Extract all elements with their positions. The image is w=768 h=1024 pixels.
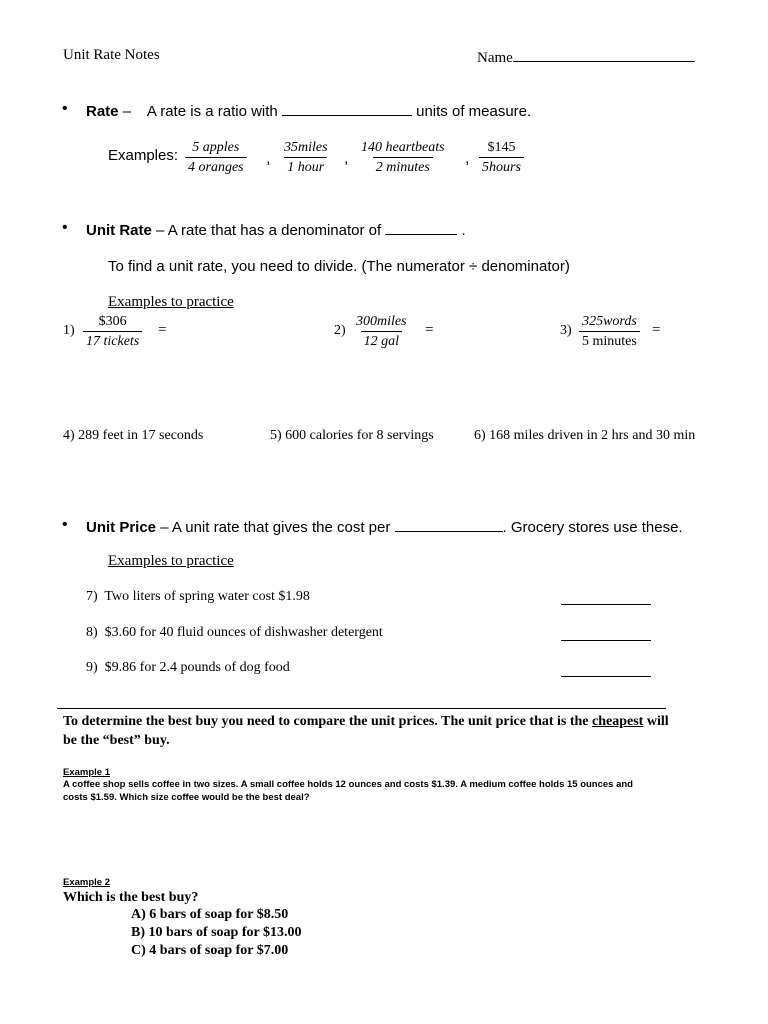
problem-number: 7) xyxy=(86,589,98,604)
problem-text: Two liters of spring water cost $1.98 xyxy=(104,589,310,604)
option-letter: B) xyxy=(131,925,145,940)
separator: , xyxy=(465,150,470,167)
best-buy-line-2: be the “best” buy. xyxy=(63,733,170,748)
problem-number: 9) xyxy=(86,660,98,675)
separator: , xyxy=(344,150,349,167)
unit-price-text-after: . Grocery stores use these. xyxy=(502,519,683,536)
unit-rate-term: Unit Rate xyxy=(86,222,152,239)
unit-price-term: Unit Price xyxy=(86,519,157,536)
answer-line[interactable] xyxy=(561,676,651,677)
fraction-denominator: 1 hour xyxy=(284,157,327,177)
best-buy-text: To determine the best buy you need to compare the unit prices. The unit price that is the xyxy=(63,714,589,729)
practice-heading: Examples to practice xyxy=(108,294,234,310)
fraction-numerator: 325words xyxy=(582,314,637,329)
fraction-numerator: 140 heartbeats xyxy=(361,140,445,155)
answer-option xyxy=(131,907,288,923)
problem-fraction xyxy=(353,312,410,351)
price-problem xyxy=(86,589,310,605)
best-buy-line-1 xyxy=(63,714,669,730)
price-problem xyxy=(86,660,290,676)
rate-text-after: units of measure. xyxy=(416,103,532,120)
unit-rate-text-after: . xyxy=(461,222,466,239)
fraction-denominator: 4 oranges xyxy=(185,157,247,177)
problem-text: $3.60 for 40 fluid ounces of dishwasher detergent xyxy=(104,625,383,640)
unit-rate-text-before: – A rate that has a denominator of xyxy=(156,222,382,239)
price-problem xyxy=(86,625,383,641)
problem-fraction xyxy=(83,312,142,351)
unit-price-blank[interactable] xyxy=(395,517,503,532)
fraction-numerator: $145 xyxy=(487,140,516,155)
rate-blank[interactable] xyxy=(282,101,412,116)
option-letter: A) xyxy=(131,907,146,922)
option-text: 6 bars of soap for $8.50 xyxy=(149,907,289,922)
rate-example-fraction xyxy=(479,138,524,177)
bullet-unit-rate: • xyxy=(62,219,68,236)
fraction-numerator: 5 apples xyxy=(192,140,240,155)
fraction-denominator: 12 gal xyxy=(361,331,402,351)
bullet-unit-price: • xyxy=(62,516,68,533)
answer-line[interactable] xyxy=(561,640,651,641)
equals-sign: = xyxy=(425,322,434,338)
example-2-heading: Example 2 xyxy=(63,877,110,888)
fraction-denominator: 2 minutes xyxy=(373,157,433,177)
best-buy-emphasis: cheapest xyxy=(592,714,644,729)
problem-number: 3) xyxy=(560,323,572,338)
word-problem: 5) 600 calories for 8 servings xyxy=(270,428,434,443)
unit-price-definition xyxy=(86,517,683,536)
answer-option xyxy=(131,943,288,959)
unit-rate-definition xyxy=(86,220,466,239)
fraction-numerator: $306 xyxy=(98,314,127,329)
problem-number: 1) xyxy=(63,323,75,338)
examples-label: Examples: xyxy=(108,147,179,164)
example-2-question: Which is the best buy? xyxy=(63,890,199,905)
fraction-denominator: 5 minutes xyxy=(579,331,640,351)
problem-fraction xyxy=(579,312,640,351)
best-buy-text-after: will xyxy=(646,714,669,729)
rate-definition xyxy=(86,101,531,120)
rate-example-fraction xyxy=(281,138,331,177)
problem-number: 2) xyxy=(334,323,346,338)
example-1-line-1: A coffee shop sells coffee in two sizes. A small coffee holds 12 ounces and costs $1.39. A medium coffee holds 15 ounces and xyxy=(63,779,633,790)
problem-number: 8) xyxy=(86,625,98,640)
unit-rate-blank[interactable] xyxy=(385,220,457,235)
unit-rate-instruction: To find a unit rate, you need to divide. (The numerator ÷ denominator) xyxy=(108,258,570,275)
name-label: Name xyxy=(477,50,513,66)
rate-example-fraction xyxy=(185,138,247,177)
answer-option xyxy=(131,925,301,941)
page-title: Unit Rate Notes xyxy=(63,47,160,63)
word-problem: 4) 289 feet in 17 seconds xyxy=(63,428,204,443)
option-letter: C) xyxy=(131,943,146,958)
unit-price-text-before: – A unit rate that gives the cost per xyxy=(160,519,391,536)
bullet-rate: • xyxy=(62,100,68,117)
name-blank[interactable] xyxy=(513,47,695,62)
fraction-denominator: 17 tickets xyxy=(83,331,142,351)
fraction-numerator: 35miles xyxy=(284,140,328,155)
answer-line[interactable] xyxy=(561,604,651,605)
problem-text: $9.86 for 2.4 pounds of dog food xyxy=(104,660,290,675)
option-text: 10 bars of soap for $13.00 xyxy=(148,925,302,940)
example-1-line-2: costs $1.59. Which size coffee would be the best deal? xyxy=(63,792,310,803)
rate-text-before: A rate is a ratio with xyxy=(146,103,278,120)
rate-example-fraction xyxy=(358,138,448,177)
separator: , xyxy=(266,150,271,167)
section-divider xyxy=(57,708,666,709)
word-problem: 6) 168 miles driven in 2 hrs and 30 min xyxy=(474,428,696,443)
example-1-heading: Example 1 xyxy=(63,767,110,778)
equals-sign: = xyxy=(652,322,661,338)
rate-term: Rate xyxy=(86,103,119,120)
fraction-numerator: 300miles xyxy=(356,314,407,329)
fraction-denominator: 5hours xyxy=(479,157,524,177)
practice-heading: Examples to practice xyxy=(108,553,234,569)
equals-sign: = xyxy=(158,322,167,338)
rate-dash: – xyxy=(122,103,132,120)
name-field[interactable] xyxy=(477,47,695,67)
option-text: 4 bars of soap for $7.00 xyxy=(149,943,289,958)
